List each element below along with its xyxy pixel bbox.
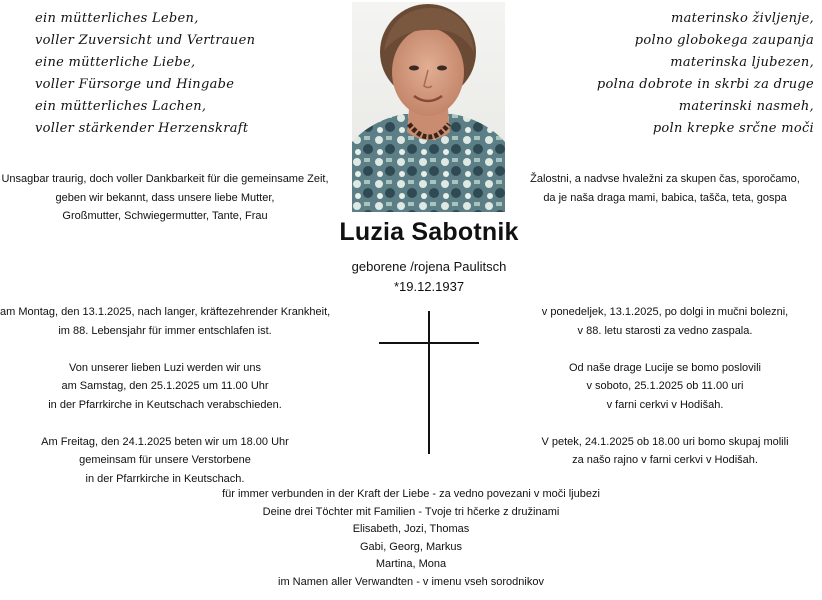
maiden-name: geborene /rojena Paulitsch (351, 259, 507, 274)
text-line: im Namen aller Verwandten - v imenu vseh sorodnikov (278, 575, 544, 588)
text-line: da je naša draga mami, babica, tašča, teta, gospa (543, 191, 787, 204)
poem-german (35, 8, 255, 140)
text-line: Gabi, Georg, Markus (359, 540, 463, 553)
text-line: gemeinsam für unsere Verstorbene (79, 454, 251, 466)
text-line: am Montag, den 13.1.2025, nach langer, kräftezehrender Krankheit, (0, 306, 331, 318)
text-line: Am Freitag, den 24.1.2025 beten wir um 18.00 Uhr (41, 435, 289, 448)
intro-slovenian (500, 170, 822, 207)
poem-line: polna dobrote in skrbi za druge (596, 77, 814, 92)
text-line: v soboto, 25.1.2025 ob 11.00 uri (586, 380, 744, 392)
poem-line: materinski nasmeh, (678, 99, 814, 114)
text-line: v farni cerkvi v Hodišah. (606, 398, 724, 411)
text-line: V petek, 24.1.2025 ob 18.00 uri bomo skupaj molili (541, 435, 789, 448)
closing-family (211, 486, 611, 591)
text-line: am Samstag, den 25.1.2025 um 11.00 Uhr (61, 380, 269, 392)
text-line: geben wir bekannt, dass unsere liebe Mutter, (55, 191, 275, 204)
text-line: Od naše drage Lucije se bomo poslovili (568, 361, 761, 374)
text-line: im 88. Lebensjahr für immer entschlafen ist. (58, 324, 272, 337)
poem-line: voller Fürsorge und Hingabe (35, 77, 235, 92)
birth-info (329, 257, 529, 297)
text-line: v ponedeljek, 13.1.2025, po dolgi in mučni bolezni, (541, 306, 789, 318)
text-line: za našo rajno v farni cerkvi v Hodišah. (572, 454, 758, 466)
poem-line: ein mütterliches Leben, (35, 11, 199, 26)
cross-icon (428, 311, 430, 454)
text-line: Von unserer lieben Luzi werden wir uns (68, 361, 261, 374)
poem-line: ein mütterliches Lachen, (35, 99, 207, 114)
text-line: Unsagbar traurig, doch voller Dankbarkeit für die gemeinsame Zeit, (1, 173, 329, 185)
deceased-name: Luzia Sabotnik (339, 218, 519, 246)
birth-date: *19.12.1937 (393, 279, 465, 294)
portrait-photo (352, 2, 505, 212)
poem-line: voller stärkender Herzenskraft (35, 121, 249, 136)
text-line: in der Pfarrkirche in Keutschach. (85, 472, 245, 485)
poem-line: materinsko življenje, (670, 11, 814, 26)
poem-line: voller Zuversicht und Vertrauen (35, 33, 256, 48)
text-line: Elisabeth, Jozi, Thomas (352, 523, 470, 535)
text-line: v 88. letu starosti za vedno zaspala. (577, 324, 753, 337)
intro-german (0, 170, 330, 226)
text-line: Deine drei Töchter mit Familien - Tvoje tri hčerke z družinami (262, 505, 560, 518)
cross-icon-bar (379, 342, 479, 344)
details-slovenian (500, 303, 822, 470)
text-line: in der Pfarrkirche in Keutschach verabschieden. (48, 398, 282, 411)
text-line: für immer verbunden in der Kraft der Liebe - za vedno povezani v moči ljubezi (222, 488, 600, 500)
text-line: Martina, Mona (375, 558, 447, 570)
text-line: Žalostni, a nadvse hvaležni za skupen čas, sporočamo, (530, 173, 800, 185)
poem-line: poln krepke srčne moči (652, 121, 814, 136)
details-german (0, 303, 330, 488)
poem-line: eine mütterliche Liebe, (35, 55, 196, 70)
portrait-illustration (352, 2, 505, 212)
poem-line: polno globokega zaupanja (634, 33, 814, 48)
poem-line: materinska ljubezen, (670, 55, 814, 70)
text-line: Großmutter, Schwiegermutter, Tante, Frau (62, 210, 268, 222)
poem-slovenian (597, 8, 814, 140)
